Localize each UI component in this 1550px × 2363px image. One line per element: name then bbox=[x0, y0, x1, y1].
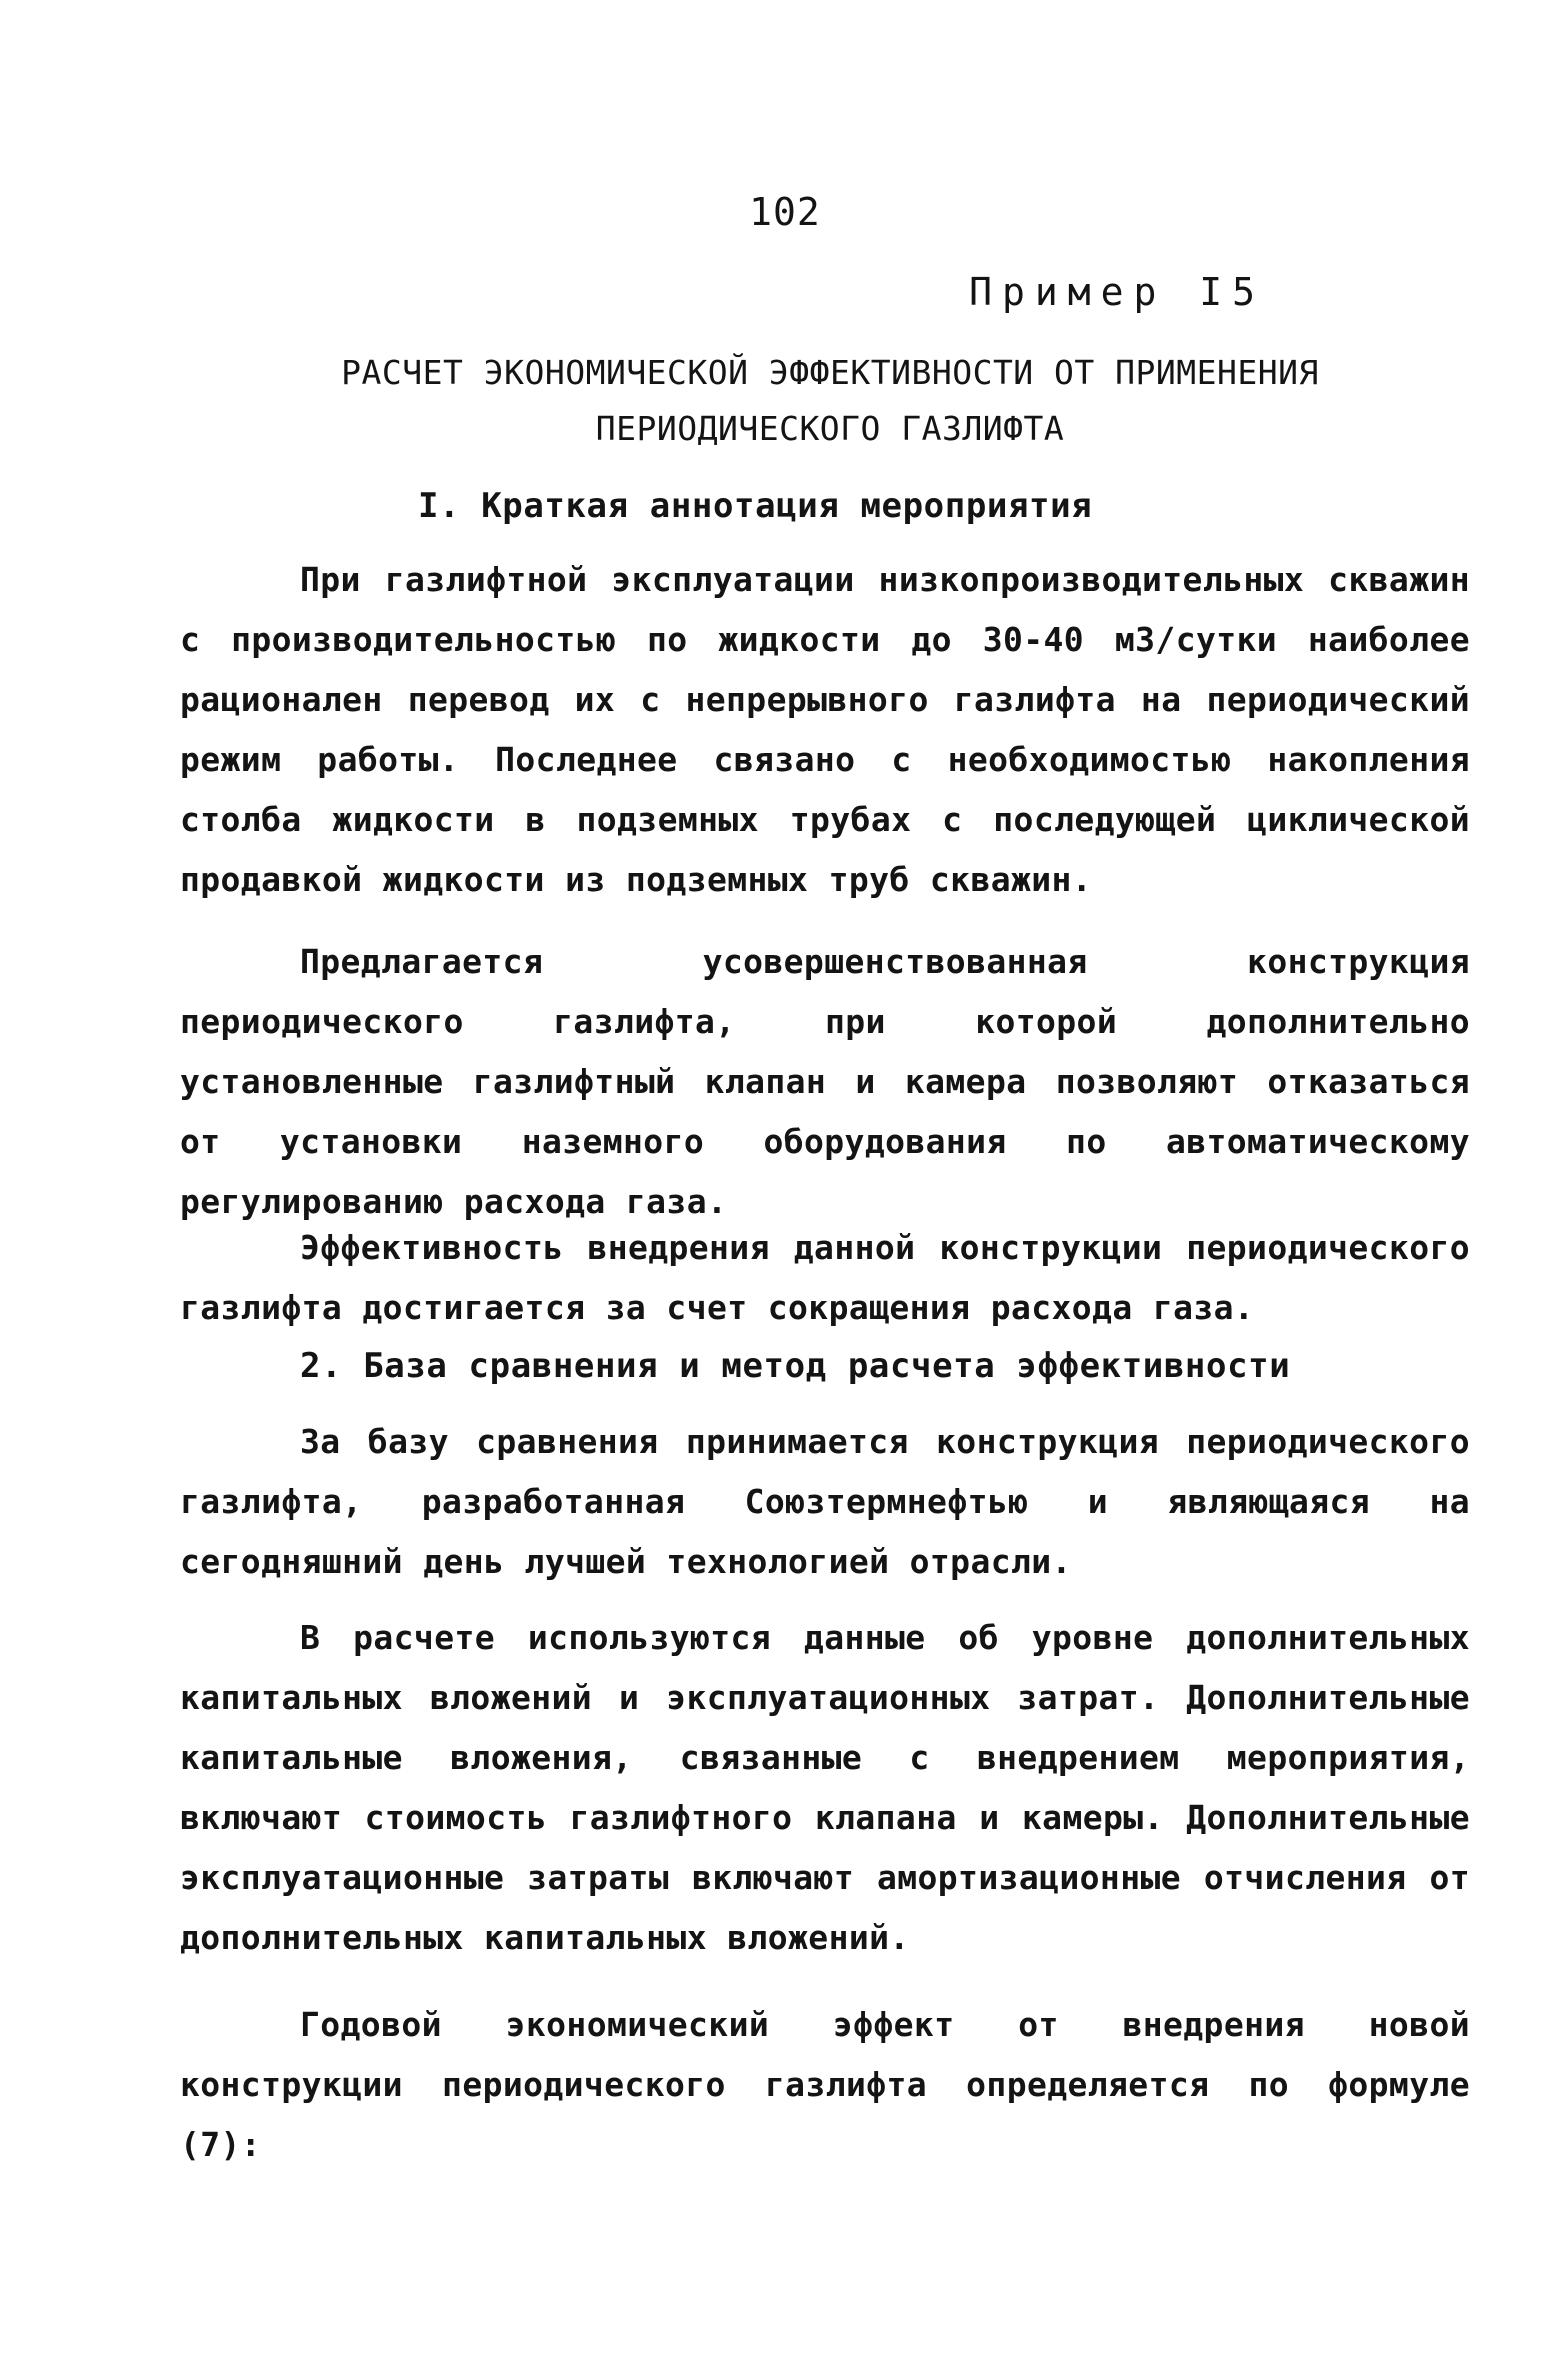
section-2-paragraph-1: За базу сравнения принимается конструкция периодического газлифта, разработанная Союзтермнефтью и являющаяся на сегодняшний день лучшей технологией отрасли. bbox=[180, 1422, 1470, 1581]
title-line-1: РАСЧЕТ ЭКОНОМИЧЕСКОЙ ЭФФЕКТИВНОСТИ ОТ ПРИМЕНЕНИЯ bbox=[341, 353, 1319, 392]
section-1-paragraph-1: При газлифтной эксплуатации низкопроизводительных скважин с производительностью по жидкости до 30-40 м3/сутки наиболее рационален перевод их с непрерывного газлифта на периодический режим работы. Последнее связано с необходимостью накопления столба жидкости в подземных трубах с последующей циклической продавкой жидкости из подземных труб скважин. bbox=[180, 560, 1470, 899]
page-number: 102 bbox=[749, 190, 821, 234]
section-1-paragraph-2: Предлагается усовершенствованная конструкция периодического газлифта, при которой дополнительно установленные газлифтный клапан и камера позволяют отказаться от установки наземного оборудования по автоматическому регулированию расхода газа. bbox=[180, 942, 1470, 1221]
section-2-paragraph-3: Годовой экономический эффект от внедрения новой конструкции периодического газлифта определяется по формуле (7): bbox=[180, 2005, 1470, 2164]
section-1-heading: I. Краткая аннотация мероприятия bbox=[418, 486, 1093, 526]
example-label: Пример I5 bbox=[969, 270, 1265, 314]
title-line-2: ПЕРИОДИЧЕСКОГО ГАЗЛИФТА bbox=[595, 409, 1065, 448]
section-1-paragraph-3: Эффективность внедрения данной конструкции периодического газлифта достигается за счет сокращения расхода газа. bbox=[180, 1228, 1470, 1327]
section-2-paragraph-2: В расчете используются данные об уровне дополнительных капитальных вложений и эксплуатационных затрат. Дополнительные капитальные вложения, связанные с внедрением мероприятия, включают стоимость газлифтного клапана и камеры. Дополнительные эксплуатационные затраты включают амортизационные отчисления от дополнительных капитальных вложений. bbox=[180, 1618, 1470, 1957]
document-title bbox=[330, 345, 1330, 457]
section-2-heading: 2. База сравнения и метод расчета эффективности bbox=[300, 1346, 1291, 1386]
